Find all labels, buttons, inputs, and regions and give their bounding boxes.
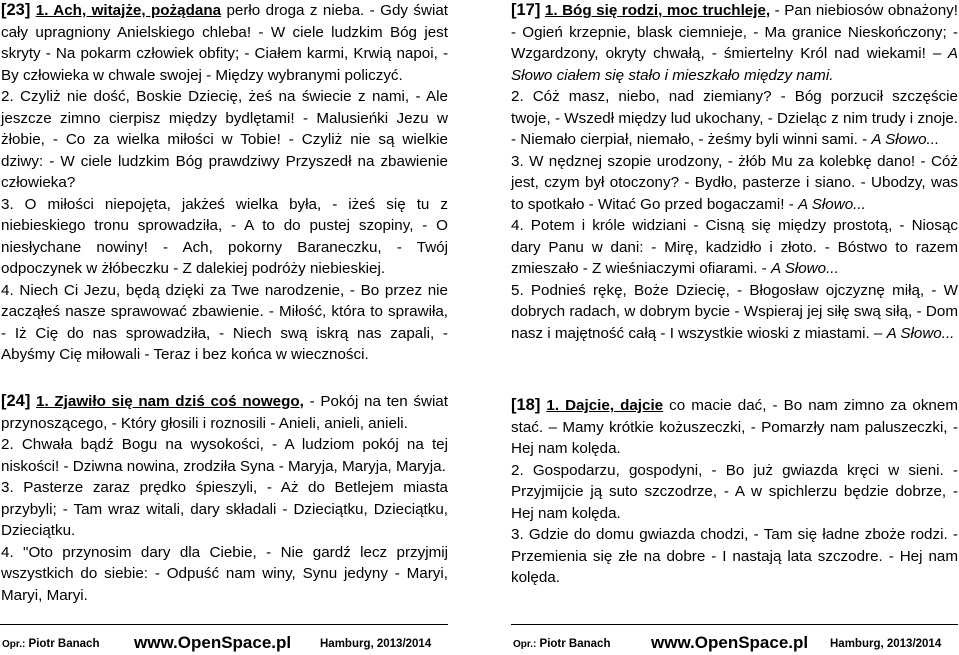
song-title: 1. Bóg się rodzi, moc truchleje,: [544, 2, 771, 19]
author-name: Piotr Banach: [539, 638, 611, 650]
song-number: [18]: [511, 396, 541, 414]
song-24-verse-2: 2. Chwała bądź Bogu na wysokości, - A ludziom pokój na tej niskości! - Dziwna nowina, zrodziła Syna - Maryja, Maryja, Maryja.: [1, 436, 448, 475]
verse-text: 2. Cóż masz, niebo, nad ziemiany? - Bóg porzucił szczęście twoje, - Wszedł między lud ukochany, - Dzieląc z nim trudy i znoje. - Niemało cierpiał, niemało, - żeśmy byli winni sami. -: [511, 88, 958, 148]
verse-text: perło droga z nieba. - Gdy świat cały upragniony Anielskiego chleba! - W ciele ludzkim Bóg jest skryty - Na pokarm człowiek obfity; - Ciałem karmi, Krwią napoi, - By człowieka w chwale swojej - Między wybranymi policzyć.: [1, 2, 448, 84]
song-title: 1. Zjawiło się nam dziś coś nowego,: [36, 393, 304, 410]
song-23-verse-2: 2. Czyliż nie dość, Boskie Dziecię, żeś na świecie z nami, - Ale jeszcze zimno cierpisz między bydlętami! - Malusieńki Jezu w żłobie, - Co za wielka miłości w Tobie! - Czyliż nie są wielkie dziwy: - W ciele ludzkim Bóg prawdziwy Przyszedł na zbawienie człowieka?: [1, 88, 448, 191]
footer-rule-left: [0, 624, 448, 625]
refrain: A Słowo...: [886, 324, 955, 342]
refrain: A Słowo...: [770, 260, 839, 277]
refrain: A Słowo...: [871, 131, 940, 148]
song-number: [17]: [511, 1, 541, 19]
footer-rule-right: [511, 624, 958, 625]
song-18-verse-3: 3. Gdzie do domu gwiazda chodzi, - Tam się ładne zboże rodzi. - Przemienia się złe na dobre - I nastają lata szczodre. - Hej nam kolęda.: [511, 526, 958, 586]
refrain: A Słowo...: [798, 195, 866, 213]
song-23-verse-1: [1, 0, 448, 86]
song-17-verse-2: [511, 86, 958, 151]
song-17-verse-4: [511, 215, 958, 280]
verse-text: 5. Podnieś rękę, Boże Dziecię, - Błogosław ojczyznę miłą, - W dobrych radach, w dobrym bycie - Wspieraj jej siłę swą siłą, - Dom nasz i majętność całą - I wszystkie wioski z miastami. –: [511, 281, 958, 342]
song-17-verse-5: [511, 280, 958, 345]
footer-author: [2, 638, 99, 650]
refrain: – A Słowo ciałem się stało i mieszkało między nami.: [511, 45, 958, 84]
song-24: [1, 391, 448, 606]
song-17: [511, 0, 958, 344]
song-number: [24]: [1, 392, 31, 410]
verse-text: 3. W nędznej szopie urodzony, - żłób Mu za kolebkę dano! - Cóż jest, czym był otoczony? - Bydło, pasterze i siano. - Ubodzy, was to spotkało - Witać Go przed bogaczami! -: [511, 152, 958, 213]
song-number: [23]: [1, 1, 31, 19]
song-23-verse-3: 3. O miłości niepojęta, jakżeś wielka była, - iżeś się tu z niebieskiego tronu sprowadziła, - A to do pustej szopiny, - O niesłychane nowiny! - Ach, pokorny Baraneczku, - Twój odpoczynek w żłóbeczku - Z dalekiej podróży niebieskiej.: [1, 195, 448, 277]
footer-author: [513, 638, 610, 650]
song-24-verse-1: [1, 391, 448, 434]
song-24-verse-4: 4. "Oto przynosim dary dla Ciebie, - Nie gardź lecz przyjmij wszystkich do siebie: - Odpuść nam winy, Synu jedyny - Maryi, Maryi, Maryi.: [1, 543, 448, 604]
song-23: [1, 0, 448, 366]
song-18-verse-1: [511, 395, 958, 460]
song-title: 1. Dajcie, dajcie: [546, 397, 664, 414]
verse-text: 4. Potem i króle widziani - Cisną się między prostotą, - Niosąc dary Panu w dani: - Mirę, kadzidło i złoto. - Bóstwo to razem zmieszało - Z wieśniaczymi ofiarami. -: [511, 217, 958, 277]
verse-text: - Pan niebiosów obnażony! - Ogień krzepnie, blask ciemnieje, - Ma granice Nieskończony; - Wzgardzony, okryty chwałą, - śmiertelny Król nad wiekami!: [511, 2, 958, 62]
footer-place-date: Hamburg, 2013/2014: [830, 638, 942, 650]
song-23-verse-4: 4. Niech Ci Jezu, będą dzięki za Twe narodzenie, - Bo przez nie zacząłeś nasze sprawować zbawienie. - Miłość, która to sprawiła, - Iż Cię do nas sprowadziła, - Niech swą iskrą nas zapali, - Abyśmy Cię miłowali - Teraz i bez końca w wieczności.: [1, 281, 448, 363]
song-24-verse-3: 3. Pasterze zaraz prędko śpieszyli, - Aż do Betlejem miasta przybyli; - Tam wraz witali, dary składali - Dzieciątku, Dzieciątku, Dzieciątku.: [1, 479, 448, 539]
song-18-verse-2: 2. Gospodarzu, gospodyni, - Bo już gwiazda kręci w sieni. - Przyjmijcie ją suto szczodrze, - A w spichlerzu będzie dobrze, - Hej nam kolęda.: [511, 461, 958, 522]
footer-place-date: Hamburg, 2013/2014: [320, 638, 432, 650]
footer-site-link[interactable]: www.OpenSpace.pl: [651, 633, 809, 652]
author-label: Opr.:: [513, 639, 537, 650]
song-17-verse-3: [511, 151, 958, 216]
verse-text: co macie dać, - Bo nam zimno za oknem stać. – Mamy krótkie kożuszeczki, - Pomarzły nam paluszeczki, - Hej nam kolęda.: [511, 397, 958, 457]
footer-left: [2, 635, 448, 655]
verse-text: - Pokój na ten świat przynoszącego, - Który głosili i roznosili - Anieli, anieli, anieli.: [1, 393, 448, 432]
song-17-verse-1: [511, 0, 958, 86]
footer-right: [513, 635, 958, 655]
footer-site-link[interactable]: www.OpenSpace.pl: [134, 633, 292, 652]
song-title: 1. Ach, witajże, pożądana: [35, 2, 222, 19]
author-name: Piotr Banach: [28, 638, 100, 650]
author-label: Opr.:: [2, 639, 26, 650]
song-18: [511, 395, 958, 589]
